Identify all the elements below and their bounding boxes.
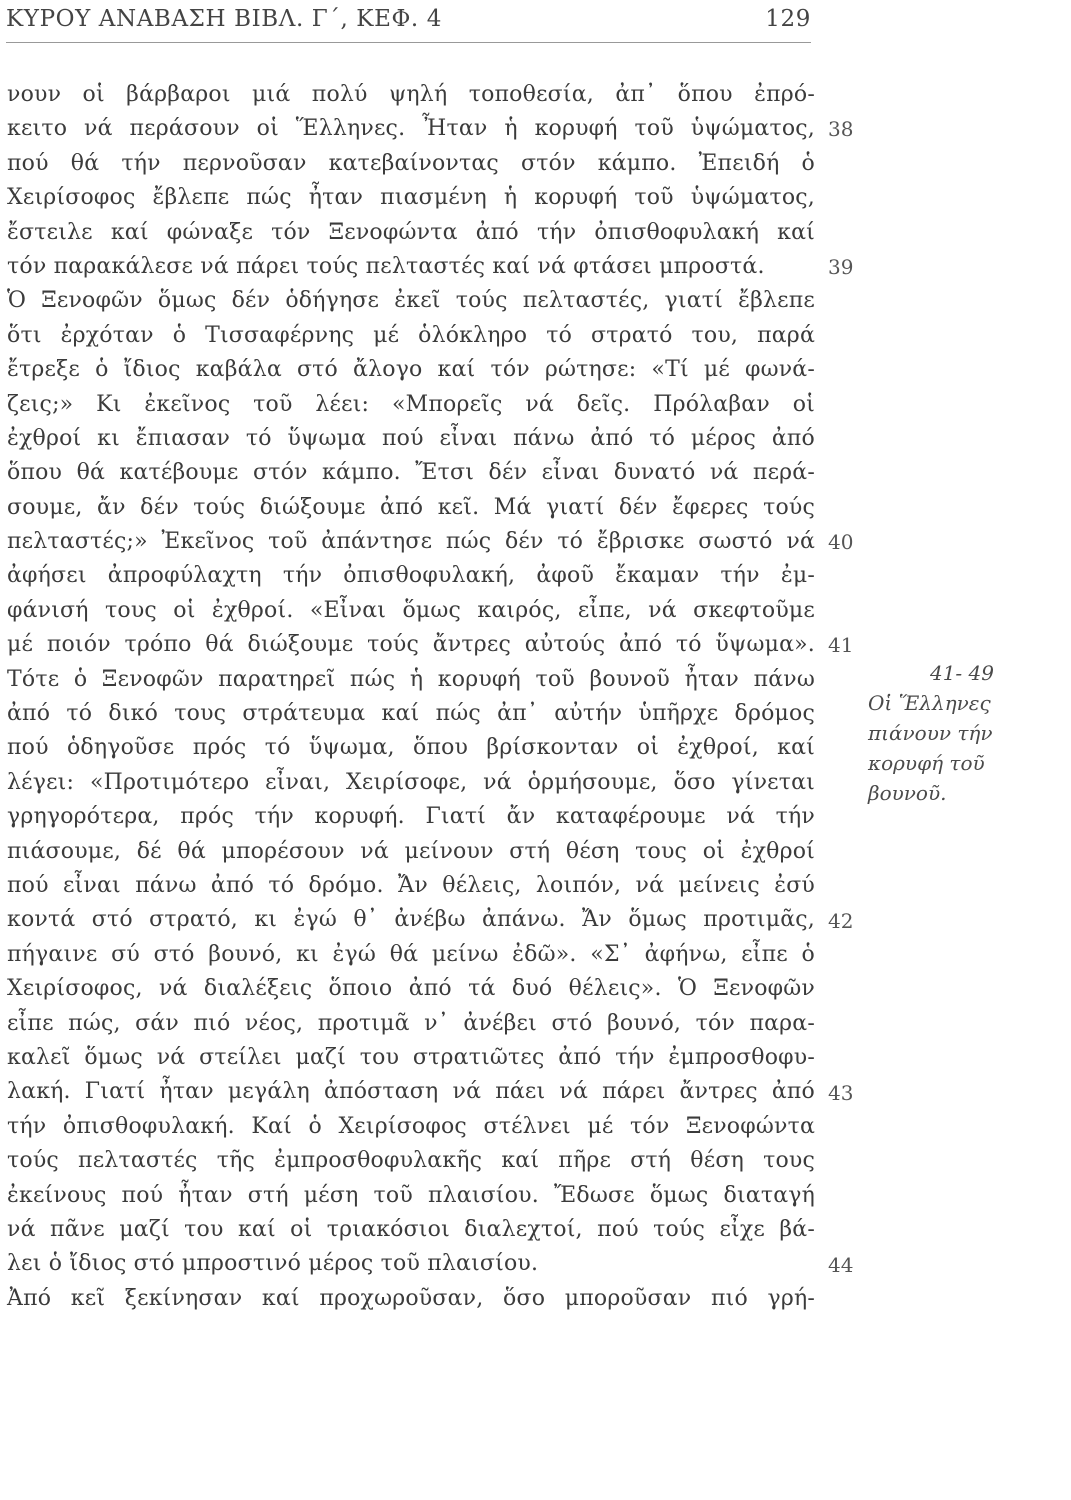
side-note-line: πιάνουν τήν [868,721,993,745]
text-line: πού εἶναι πάνω ἀπό τό δρόμο. Ἄν θέλεις, λοιπόν, νά μείνεις ἐσύ [7,872,815,898]
text-line: λακή. Γιατί ἦταν μεγάλη ἀπόσταση νά πάει νά πάρει ἄντρες ἀπό [7,1079,815,1105]
section-number: 42 [828,908,854,933]
section-number: 44 [828,1252,854,1277]
text-line: ὅτι ἐρχόταν ὁ Τισσαφέρνης μέ ὁλόκληρο τό στρατό του, παρά [7,322,815,348]
header-rule [6,42,811,43]
side-note-range: 41- 49 [929,661,994,685]
text-line: τούς πελταστές τῆς ἐμπροσθοφυλακῆς καί πῆρε στή θέση τους [7,1148,815,1174]
text-line: πελταστές;» Ἐκεῖνος τοῦ ἀπάντησε πώς δέν τό ἔβρισκε σωστό νά [7,529,815,555]
section-number: 39 [828,255,854,279]
section-number: 38 [828,117,854,142]
section-number: 40 [828,530,854,555]
side-note-line: κορυφή τοῦ [868,751,985,775]
text-line: ἐκείνους πού ἦταν στή μέση τοῦ πλαισίου. Ἔδωσε ὅμως διαταγή [7,1182,815,1208]
text-line: Ὁ Ξενοφῶν ὅμως δέν ὁδήγησε ἐκεῖ τούς πελταστές, γιατί ἔβλεπε [7,288,815,314]
text-line: κειτο νά περάσουν οἱ Ἕλληνες. Ἦταν ἡ κορυφή τοῦ ὑψώματος, [7,116,815,142]
section-number: 41 [828,633,854,658]
text-line: ζεις;» Κι ἐκεῖνος τοῦ λέει: «Μπορεῖς νά δεῖς. Πρόλαβαν οἱ [7,391,815,417]
text-line: εἶπε πώς, σάν πιό νέος, προτιμᾶ ν᾿ ἀνέβει στό βουνό, τόν παρα- [7,1010,815,1036]
text-line: τήν ὀπισθοφυλακή. Καί ὁ Χειρίσοφος στέλνει μέ τόν Ξενοφώντα [7,1113,815,1139]
text-line: Ἀπό κεῖ ξεκίνησαν καί προχωροῦσαν, ὅσο μποροῦσαν πιό γρή- [7,1285,815,1311]
text-line: λέγει: «Προτιμότερο εἶναι, Χειρίσοφε, νά ὁρμήσουμε, ὅσο γίνεται [7,769,815,795]
side-note [868,658,1028,808]
text-line: πήγαινε σύ στό βουνό, κι ἐγώ θά μείνω ἐδῶ». «Σ᾿ ἀφήνω, εἶπε ὁ [7,941,815,967]
text-line: ἀφήσει ἀπροφύλαχτη τήν ὀπισθοφυλακή, ἀφοῦ ἔκαμαν τήν ἐμ- [7,563,815,589]
text-line: Τότε ὁ Ξενοφῶν παρατηρεῖ πώς ἡ κορυφή τοῦ βουνοῦ ἦταν πάνω [7,666,815,692]
text-line: Χειρίσοφος ἔβλεπε πώς ἦταν πιασμένη ἡ κορυφή τοῦ ὑψώματος, [7,185,815,211]
text-line: πιάσουμε, δέ θά μπορέσουν νά μείνουν στή θέση τους οἱ ἐχθροί [7,838,815,864]
text-line: φάνισή τους οἱ ἐχθροί. «Εἶναι ὅμως καιρός, εἶπε, νά σκεφτοῦμε [7,597,815,623]
text-line: ἐχθροί κι ἔπιασαν τό ὕψωμα πού εἶναι πάνω ἀπό τό μέρος ἀπό [7,425,815,451]
text-line: Χειρίσοφος, νά διαλέξεις ὅποιο ἀπό τά δυό θέλεις». Ὁ Ξενοφῶν [7,976,815,1002]
text-line: σουμε, ἄν δέν τούς διώξουμε ἀπό κεῖ. Μά γιατί δέν ἔφερες τούς [7,494,815,520]
text-line: ἀπό τό δικό τους στράτευμα καί πώς ἀπ᾿ αὐτήν ὑπῆρχε δρόμος [7,701,815,727]
running-head-title: ΚΥΡΟΥ ΑΝΑΒΑΣΗ ΒΙΒΛ. Γ΄, ΚΕΦ. 4 [6,6,442,32]
text-line: πού θά τήν περνοῦσαν κατεβαίνοντας στόν κάμπο. Ἐπειδή ὁ [7,150,815,176]
text-line: πού ὁδηγοῦσε πρός τό ὕψωμα, ὅπου βρίσκονταν οἱ ἐχθροί, καί [7,735,815,761]
body-text [7,78,815,1316]
text-line: τόν παρακάλεσε νά πάρει τούς πελταστές καί νά φτάσει μπροστά. [7,253,765,279]
text-line: κοντά στό στρατό, κι ἐγώ θ᾿ ἀνέβω ἀπάνω. Ἄν ὅμως προτιμᾶς, [7,907,815,933]
text-line: ἔτρεξε ὁ ἴδιος καβάλα στό ἄλογο καί τόν ρώτησε: «Τί μέ φωνά- [7,357,815,383]
text-line: ὅπου θά κατέβουμε στόν κάμπο. Ἔτσι δέν εἶναι δυνατό νά περά- [7,460,815,486]
side-note-line: βουνοῦ. [868,781,947,805]
text-line: νά πᾶνε μαζί του καί οἱ τριακόσιοι διαλεχτοί, πού τούς εἶχε βά- [7,1216,815,1242]
text-line: νουν οἱ βάρβαροι μιά πολύ ψηλή τοποθεσία, ἀπ᾿ ὅπου ἐπρό- [7,82,815,107]
text-line: λει ὁ ἴδιος στό μπροστινό μέρος τοῦ πλαισίου. [7,1251,539,1277]
text-line: ἔστειλε καί φώναξε τόν Ξενοφώντα ἀπό τήν ὀπισθοφυλακή καί [7,219,815,245]
page-number: 129 [765,6,811,32]
text-line: γρηγορότερα, πρός τήν κορυφή. Γιατί ἄν καταφέρουμε νά τήν [7,804,815,830]
section-number: 43 [828,1080,854,1105]
running-head [6,6,811,42]
side-note-line: Οἱ Ἕλληνες [868,691,991,715]
text-line: μέ ποιόν τρόπο θά διώξουμε τούς ἄντρες αὐτούς ἀπό τό ὕψωμα». [7,632,815,658]
text-line: καλεῖ ὅμως νά στείλει μαζί του στρατιῶτες ἀπό τήν ἐμπροσθοφυ- [7,1044,815,1070]
